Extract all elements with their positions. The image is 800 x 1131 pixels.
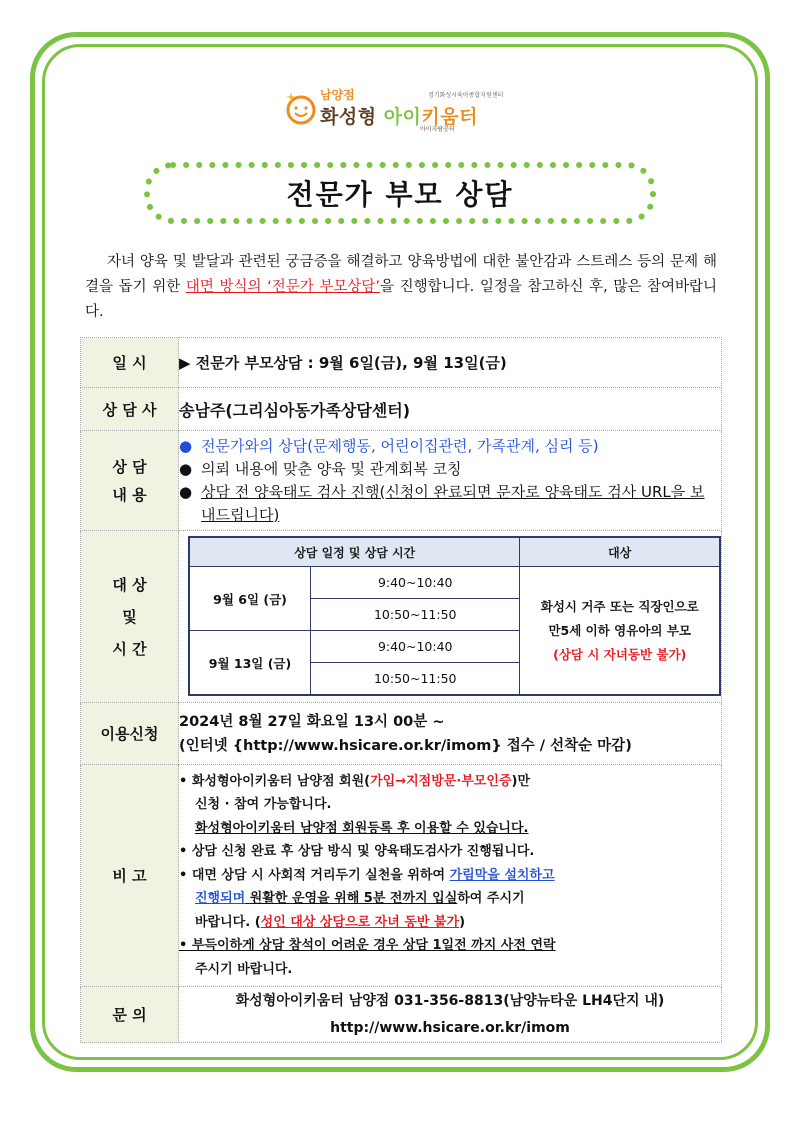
target-header: 대상 [520, 537, 720, 567]
sun-face-icon [284, 92, 318, 126]
schedule-table [188, 536, 721, 696]
list-item: ● 전문가와의 상담(문제행동, 어린이집관련, 가족관계, 심리 등) [179, 436, 599, 455]
logo-name: 화성형 아이키움터 [320, 106, 478, 128]
apply-date: 2024년 8월 27일 화요일 13시 00분 ~ [179, 713, 445, 730]
page-title: 전문가 부모 상담 [286, 178, 514, 211]
schedule-slot: 9:40~10:40 [311, 631, 520, 663]
contact-phone: 화성형아이키움터 남양점 031-356-8813(남양뉴타운 LH4단지 내) [235, 992, 665, 1009]
intro-paragraph: 자녀 양육 및 발달과 관련된 궁금증을 해결하고 양육방법에 대한 불안감과 스트레스 등의 문제 해결을 돕기 위한 대면 방식의 ‘전문가 부모상담’을 진행합니다. 일정을 참고하신 후, 많은 참여바랍니다. [85, 254, 717, 320]
label-date: 일 시 [81, 338, 179, 388]
list-item: • 부득이하게 상담 참석이 어려운 경우 상담 1일전 까지 사전 연락 [179, 938, 556, 954]
label-contact: 문 의 [81, 987, 179, 1043]
schedule-slot: 10:50~11:50 [311, 663, 520, 696]
row-contact [81, 987, 722, 1043]
contact-url[interactable]: http://www.hsicare.or.kr/imom [330, 1019, 570, 1036]
value-date: ▶ 전문가 부모상담 : 9월 6일(금), 9월 13일(금) [179, 338, 722, 388]
label-remarks: 비 고 [81, 765, 179, 987]
list-item: • 화성형아이키움터 남양점 회원(가입→지점방문·부모인증)만 [179, 773, 531, 789]
label-counselor: 상 담 사 [81, 388, 179, 431]
intro-highlight: 대면 방식의 ‘전문가 부모상담’ [185, 279, 380, 295]
row-remarks [81, 765, 722, 987]
label-content: 상 담 내 용 [81, 431, 179, 531]
row-content [81, 431, 722, 531]
row-date [81, 338, 722, 388]
value-counselor: 송남주(그리심아동가족상담센터) [179, 388, 722, 431]
schedule-slot: 10:50~11:50 [311, 599, 520, 631]
logo [282, 80, 532, 136]
logo-subtitle: 아이자람공터 [420, 126, 455, 133]
logo-branch: 남양점 [320, 88, 355, 102]
title-box [143, 160, 657, 226]
label-apply: 이용신청 [81, 703, 179, 765]
logo-org-small: 경기화성시육아종합지원센터 [428, 92, 504, 99]
schedule-day: 9월 6일 (금) [189, 567, 311, 631]
list-item: ● 의뢰 내용에 맞춘 양육 및 관계회복 코칭 [179, 459, 462, 478]
remarks-list: • 화성형아이키움터 남양점 회원(가입→지점방문·부모인증)만 신청 · 참여 가능합니다. 화성형아이키움터 남양점 회원등록 후 이용할 수 있습니다. • 상담 신청 완료 후 상담 방식 및 양육태도검사가 진행됩니다. • 대면 상담 시 사회적 거리두기 실천을 위하여 가림막을 설치하고 진행되며 원활한 운영을 위해 5분 전까지 입실하여 주시기 바랍니다. (성인 대상 상담으로 자녀 동반 불가) • 부득이하게 상담 참석이 어려운 경우 상담 1일전 까지 사전 연락 주시기 바랍니다. [179, 765, 722, 987]
list-item: ● 상담 전 양육태도 검사 진행(신청이 완료되면 문자로 양육태도 검사 URL을 보내드립니다) [179, 482, 705, 524]
row-apply [81, 703, 722, 765]
list-item: • 상담 신청 완료 후 상담 방식 및 양육태도검사가 진행됩니다. [179, 844, 535, 860]
content-list [179, 431, 722, 531]
schedule-day: 9월 13일 (금) [189, 631, 311, 696]
list-item: • 대면 상담 시 사회적 거리두기 실천을 위하여 가림막을 설치하고 [179, 867, 555, 883]
apply-link[interactable]: (인터넷 {http://www.hsicare.or.kr/imom} 접수 / 선착순 마감) [179, 737, 632, 754]
label-target: 대 상 및 시 간 [81, 531, 179, 703]
info-table [80, 337, 722, 1043]
row-counselor [81, 388, 722, 431]
target-description: 화성시 거주 또는 직장인으로 만5세 이하 영유아의 부모 (상담 시 자녀동반 불가) [520, 567, 720, 696]
schedule-header: 상담 일정 및 상담 시간 [189, 537, 520, 567]
schedule-slot: 9:40~10:40 [311, 567, 520, 599]
row-target [81, 531, 722, 703]
